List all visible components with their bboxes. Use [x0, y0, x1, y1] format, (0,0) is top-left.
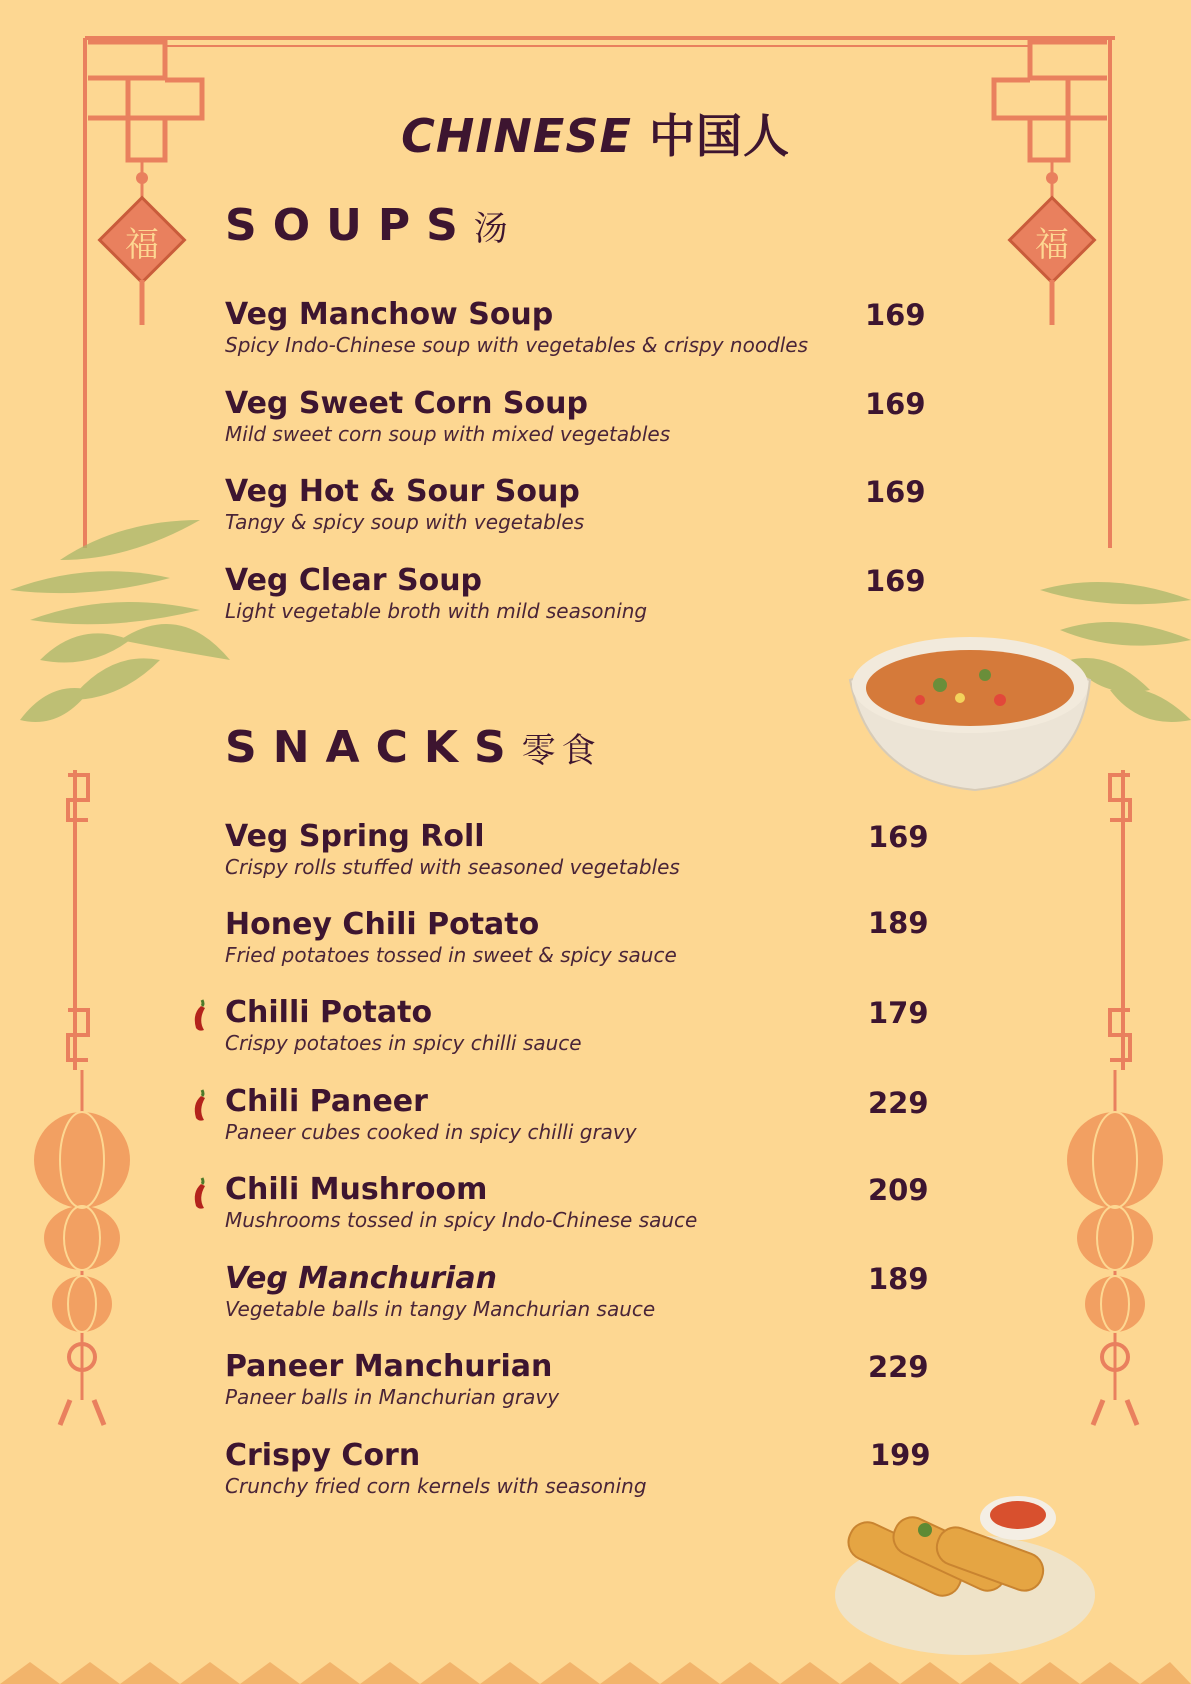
menu-title [0, 100, 1191, 166]
menu-item-description: Crispy rolls stuffed with seasoned vegetables [225, 855, 680, 879]
menu-item [225, 387, 925, 447]
section-heading-snacks-chinese: 零食 [521, 731, 602, 771]
menu-title-chinese: 中国人 [648, 109, 790, 163]
side-fret-left [68, 770, 88, 1070]
menu-item [225, 1262, 925, 1322]
menu-item-description: Light vegetable broth with mild seasoning [225, 599, 648, 623]
spring-rolls-illustration [835, 1496, 1095, 1655]
section-heading-snacks [225, 722, 602, 773]
chili-pepper-icon [190, 1176, 210, 1212]
menu-item-description: Fried potatoes tossed in sweet & spicy sauce [225, 943, 677, 967]
side-fret-right [1110, 770, 1130, 1070]
menu-item-price: 169 [865, 475, 926, 509]
soup-bowl-illustration [850, 637, 1090, 790]
bamboo-leaves-left [10, 520, 230, 722]
menu-item-name: Veg Hot & Sour Soup [225, 474, 580, 509]
menu-item-name: Chili Paneer [225, 1084, 428, 1119]
fortune-charm-right-glyph: 福 [1035, 225, 1069, 265]
menu-item-description: Mild sweet corn soup with mixed vegetables [225, 422, 671, 446]
menu-item-description: Crispy potatoes in spicy chilli sauce [225, 1031, 582, 1055]
menu-item-name: Veg Manchurian [225, 1261, 497, 1296]
menu-item-description: Paneer cubes cooked in spicy chilli gravy [225, 1120, 637, 1144]
menu-item [225, 1439, 925, 1499]
menu-item-description: Spicy Indo-Chinese soup with vegetables & crispy noodles [225, 333, 809, 357]
menu-item-description: Mushrooms tossed in spicy Indo-Chinese sauce [225, 1208, 698, 1232]
menu-item [225, 564, 925, 624]
menu-item-price: 169 [865, 298, 926, 332]
menu-item-name: Chili Mushroom [225, 1172, 488, 1207]
menu-item-price: 169 [868, 820, 929, 854]
menu-item-price: 169 [865, 564, 926, 598]
menu-item [225, 1350, 925, 1410]
menu-item-price: 189 [868, 906, 929, 940]
fortune-charm-left-glyph: 福 [125, 225, 159, 265]
menu-item-description: Paneer balls in Manchurian gravy [225, 1385, 560, 1409]
menu-item-name: Chilli Potato [225, 995, 433, 1030]
menu-item [225, 820, 925, 880]
menu-item [225, 1085, 925, 1145]
section-heading-snacks-label: SNACKS [225, 722, 522, 773]
bottom-zigzag-border [0, 1662, 1191, 1684]
menu-item-price: 179 [868, 996, 929, 1030]
menu-item-price: 169 [865, 387, 926, 421]
menu-item-price: 189 [868, 1262, 929, 1296]
section-heading-soups-chinese: 汤 [473, 209, 514, 249]
menu-item-name: Veg Manchow Soup [225, 297, 554, 332]
menu-item-price: 209 [868, 1173, 929, 1207]
menu-item-description: Tangy & spicy soup with vegetables [225, 510, 585, 534]
menu-item-name: Crispy Corn [225, 1438, 421, 1473]
menu-item-description: Vegetable balls in tangy Manchurian sauce [225, 1297, 656, 1321]
lanterns-right [1067, 1070, 1163, 1425]
menu-item-name: Veg Clear Soup [225, 563, 483, 598]
menu-item [225, 475, 925, 535]
menu-item-name: Veg Sweet Corn Soup [225, 386, 588, 421]
chili-pepper-icon [190, 1088, 210, 1124]
menu-item-name: Paneer Manchurian [225, 1349, 553, 1384]
menu-item-description: Crunchy fried corn kernels with seasoning [225, 1474, 647, 1498]
lanterns-left [34, 1070, 130, 1425]
menu-title-latin: CHINESE [401, 109, 632, 163]
section-heading-soups [225, 200, 514, 251]
menu-item-name: Honey Chili Potato [225, 907, 540, 942]
menu-item-price: 229 [868, 1350, 929, 1384]
menu-item [225, 996, 925, 1056]
chili-pepper-icon [190, 998, 210, 1034]
section-heading-soups-label: SOUPS [225, 200, 474, 251]
menu-item [225, 908, 925, 968]
menu-item-price: 229 [868, 1086, 929, 1120]
menu-item-price: 199 [870, 1438, 931, 1472]
menu-item [225, 1173, 925, 1233]
menu-item-name: Veg Spring Roll [225, 819, 485, 854]
menu-item [225, 298, 925, 358]
